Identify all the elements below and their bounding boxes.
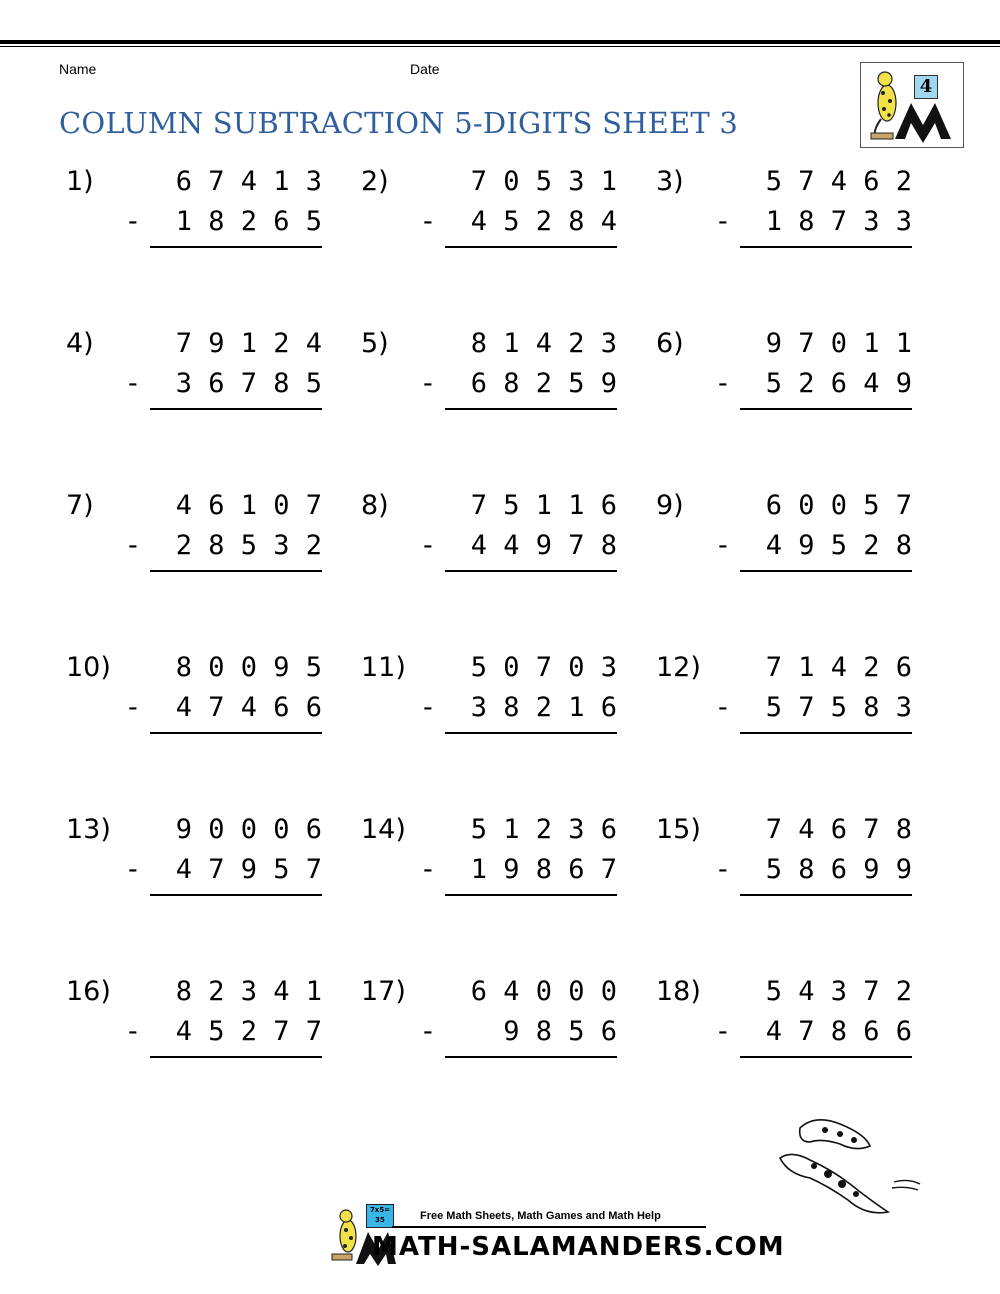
answer-line[interactable] <box>445 246 617 248</box>
problem-number: 15) <box>656 814 701 845</box>
minuend: 6 0 0 5 7 <box>765 490 912 521</box>
footer-brand: MATH-SALAMANDERS.COM <box>372 1232 785 1262</box>
minuend: 7 0 5 3 1 <box>470 166 617 197</box>
problem-number: 11) <box>361 652 406 683</box>
subtrahend: 1 9 8 6 7 <box>470 854 617 885</box>
minuend: 9 7 0 1 1 <box>765 328 912 359</box>
answer-line[interactable] <box>150 570 322 572</box>
answer-line[interactable] <box>150 1056 322 1058</box>
minus-sign: - <box>128 530 138 561</box>
problem-number: 12) <box>656 652 701 683</box>
minus-sign: - <box>128 854 138 885</box>
answer-line[interactable] <box>150 894 322 896</box>
problem-item <box>656 814 926 924</box>
answer-line[interactable] <box>445 732 617 734</box>
problem-number: 7) <box>66 490 94 521</box>
problem-item <box>66 976 336 1086</box>
subtrahend: 4 4 9 7 8 <box>470 530 617 561</box>
minus-sign: - <box>718 368 728 399</box>
subtrahend: 5 2 6 4 9 <box>765 368 912 399</box>
minuend: 8 1 4 2 3 <box>470 328 617 359</box>
minus-sign: - <box>423 692 433 723</box>
minuend: 7 4 6 7 8 <box>765 814 912 845</box>
subtrahend: 4 7 9 5 7 <box>175 854 322 885</box>
minus-sign: - <box>718 692 728 723</box>
minus-sign: - <box>128 1016 138 1047</box>
problem-item <box>656 652 926 762</box>
problem-number: 14) <box>361 814 406 845</box>
problem-number: 18) <box>656 976 701 1007</box>
problem-item <box>656 976 926 1086</box>
minuend: 7 9 1 2 4 <box>175 328 322 359</box>
problem-item <box>361 328 631 438</box>
answer-line[interactable] <box>740 246 912 248</box>
minuend: 4 6 1 0 7 <box>175 490 322 521</box>
salamander-logo-icon <box>861 63 963 147</box>
problem-item <box>361 652 631 762</box>
answer-line[interactable] <box>740 1056 912 1058</box>
minuend: 7 1 4 2 6 <box>765 652 912 683</box>
minuend: 8 2 3 4 1 <box>175 976 322 1007</box>
minus-sign: - <box>423 1016 433 1047</box>
problem-item <box>361 976 631 1086</box>
subtrahend: 3 8 2 1 6 <box>470 692 617 723</box>
problem-item <box>361 814 631 924</box>
subtrahend: 1 8 2 6 5 <box>175 206 322 237</box>
problem-number: 3) <box>656 166 684 197</box>
problem-number: 4) <box>66 328 94 359</box>
problem-item <box>66 490 336 600</box>
page-title: COLUMN SUBTRACTION 5-DIGITS SHEET 3 <box>59 106 738 140</box>
problem-number: 8) <box>361 490 389 521</box>
minus-sign: - <box>423 368 433 399</box>
answer-line[interactable] <box>740 570 912 572</box>
problem-item <box>361 490 631 600</box>
answer-line[interactable] <box>445 570 617 572</box>
problem-number: 1) <box>66 166 94 197</box>
problem-number: 2) <box>361 166 389 197</box>
subtrahend: 4 9 5 2 8 <box>765 530 912 561</box>
answer-line[interactable] <box>445 408 617 410</box>
minuend: 6 4 0 0 0 <box>470 976 617 1007</box>
footer-tagline: Free Math Sheets, Math Games and Math Help <box>420 1210 661 1222</box>
problem-number: 17) <box>361 976 406 1007</box>
problem-number: 9) <box>656 490 684 521</box>
problem-number: 10) <box>66 652 111 683</box>
answer-line[interactable] <box>740 732 912 734</box>
subtrahend: 4 7 8 6 6 <box>765 1016 912 1047</box>
minus-sign: - <box>128 692 138 723</box>
grade-badge: 4 <box>914 75 938 99</box>
problem-item <box>656 166 926 276</box>
subtrahend: 9 8 5 6 <box>503 1016 617 1047</box>
problem-number: 5) <box>361 328 389 359</box>
name-label: Name <box>59 61 97 77</box>
top-rule <box>0 40 1000 44</box>
problem-item <box>361 166 631 276</box>
top-rule-thin <box>0 46 1000 47</box>
minuend: 7 5 1 1 6 <box>470 490 617 521</box>
minus-sign: - <box>718 854 728 885</box>
problem-number: 6) <box>656 328 684 359</box>
minuend: 5 7 4 6 2 <box>765 166 912 197</box>
answer-line[interactable] <box>740 894 912 896</box>
problem-item <box>66 652 336 762</box>
problem-number: 16) <box>66 976 111 1007</box>
minus-sign: - <box>718 206 728 237</box>
problem-item <box>66 814 336 924</box>
answer-line[interactable] <box>150 246 322 248</box>
grade-logo <box>860 62 964 148</box>
minus-sign: - <box>423 206 433 237</box>
problem-item <box>656 328 926 438</box>
minus-sign: - <box>128 368 138 399</box>
subtrahend: 4 7 4 6 6 <box>175 692 322 723</box>
subtrahend: 5 7 5 8 3 <box>765 692 912 723</box>
date-label: Date <box>410 61 440 77</box>
answer-line[interactable] <box>150 408 322 410</box>
minus-sign: - <box>128 206 138 237</box>
footer-mini-badge: 7x5= 35 <box>366 1204 394 1228</box>
minuend: 5 1 2 3 6 <box>470 814 617 845</box>
minus-sign: - <box>423 854 433 885</box>
subtrahend: 4 5 2 7 7 <box>175 1016 322 1047</box>
minuend: 9 0 0 0 6 <box>175 814 322 845</box>
answer-line[interactable] <box>445 894 617 896</box>
minuend: 5 4 3 7 2 <box>765 976 912 1007</box>
subtrahend: 6 8 2 5 9 <box>470 368 617 399</box>
answer-line[interactable] <box>150 732 322 734</box>
subtrahend: 3 6 7 8 5 <box>175 368 322 399</box>
problem-item <box>66 328 336 438</box>
problem-item <box>66 166 336 276</box>
problem-number: 13) <box>66 814 111 845</box>
minus-sign: - <box>718 530 728 561</box>
subtrahend: 4 5 2 8 4 <box>470 206 617 237</box>
minuend: 5 0 7 0 3 <box>470 652 617 683</box>
subtrahend: 5 8 6 9 9 <box>765 854 912 885</box>
minuend: 8 0 0 9 5 <box>175 652 322 683</box>
minus-sign: - <box>423 530 433 561</box>
answer-line[interactable] <box>445 1056 617 1058</box>
subtrahend: 1 8 7 3 3 <box>765 206 912 237</box>
answer-line[interactable] <box>740 408 912 410</box>
footer-rule <box>392 1226 706 1228</box>
minuend: 6 7 4 1 3 <box>175 166 322 197</box>
salamanders-illustration-icon <box>770 1108 930 1226</box>
problem-item <box>656 490 926 600</box>
minus-sign: - <box>718 1016 728 1047</box>
subtrahend: 2 8 5 3 2 <box>175 530 322 561</box>
